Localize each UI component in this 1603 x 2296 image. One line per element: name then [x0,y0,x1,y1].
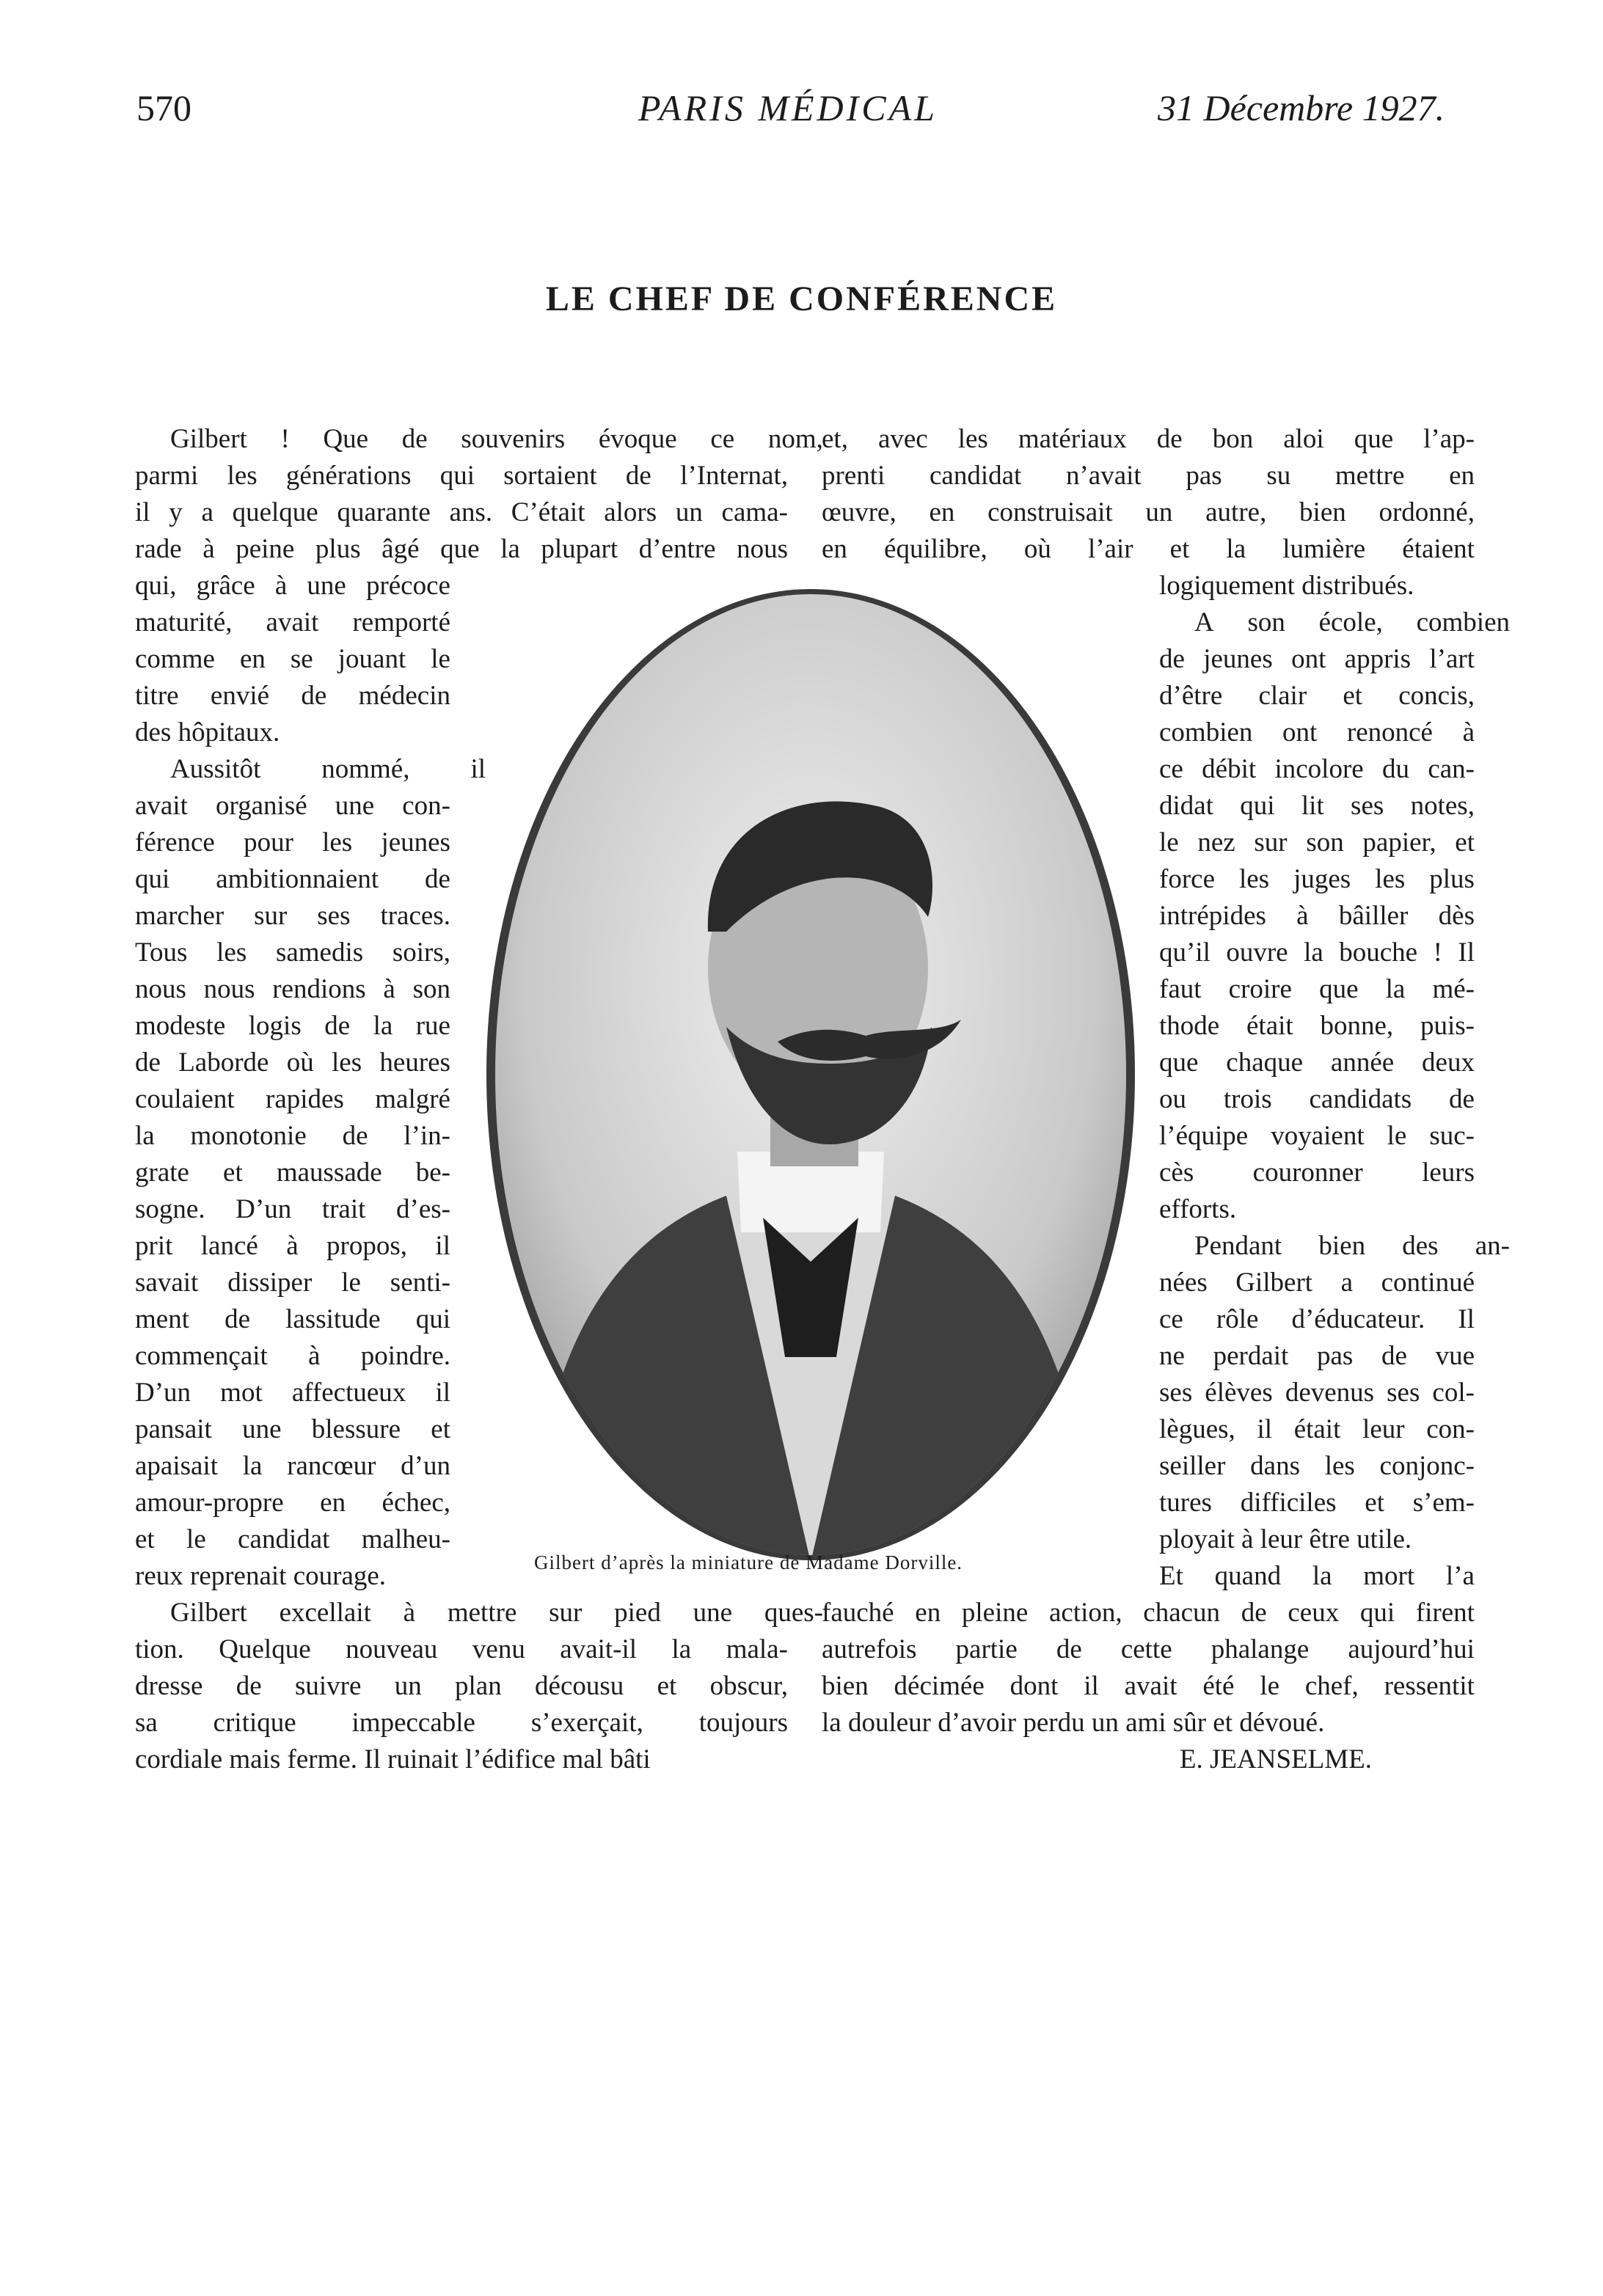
text-line: Tous les samedis soirs, [135,937,450,968]
text-line: faut croire que la mé- [1159,974,1475,1004]
text-line: seiller dans les conjonc- [1159,1451,1475,1481]
text-line: cordiale mais ferme. Il ruinait l’édifice mal bâti [135,1744,651,1774]
text-line: thode était bonne, puis- [1159,1011,1475,1041]
page-number: 570 [136,87,191,128]
text-line: titre envié de médecin [135,681,450,711]
text-line: savait dissiper le senti- [135,1268,450,1298]
text-line: et, avec les matériaux de bon aloi que l’ap- [822,424,1475,454]
article-title: LE CHEF DE CONFÉRENCE [545,279,1058,318]
text-line: amour-propre en échec, [135,1488,450,1518]
text-line: qu’il ouvre la bouche ! Il [1159,937,1475,968]
text-line: efforts. [1159,1194,1237,1224]
text-line: la douleur d’avoir perdu un ami sûr et dévoué. [822,1708,1325,1738]
text-line: cès couronner leurs [1159,1158,1475,1188]
figure-caption: Gilbert d’après la miniature de Madame Dorville. [534,1551,963,1573]
text-line: fauché en pleine action, chacun de ceux qui firent [822,1598,1475,1628]
text-line: œuvre, en construisait un autre, bien ordonné, [822,497,1475,527]
text-line: Aussitôt nommé, il [170,754,486,784]
text-line: qui, grâce à une précoce [135,571,450,601]
text-line: ce débit incolore du can- [1159,754,1475,784]
text-line: apaisait la rancœur d’un [135,1451,450,1481]
text-line: parmi les générations qui sortaient de l’Internat, [135,461,788,491]
text-line: ne perdait pas de vue [1159,1341,1475,1371]
text-line: lègues, il était leur con- [1159,1414,1475,1444]
text-line: et le candidat malheu- [135,1524,450,1554]
text-line: férence pour les jeunes [135,827,450,858]
portrait-image [484,587,1137,1562]
text-line: Gilbert excellait à mettre sur pied une ques- [170,1598,823,1628]
text-line: avait organisé une con- [135,791,450,821]
text-line: rade à peine plus âgé que la plupart d’entre nous [135,534,788,564]
text-line: tures difficiles et s’em- [1159,1488,1475,1518]
text-line: ployait à leur être utile. [1159,1524,1412,1554]
text-line: D’un mot affectueux il [135,1378,450,1408]
text-line: force les juges les plus [1159,864,1475,894]
text-line: combien ont renoncé à [1159,717,1475,747]
text-line: coulaient rapides malgré [135,1084,450,1114]
text-line: reux reprenait courage. [135,1561,387,1591]
text-line: dresse de suivre un plan décousu et obscur, [135,1671,788,1701]
text-line: bien décimée dont il avait été le chef, ressentit [822,1671,1475,1701]
text-line: il y a quelque quarante ans. C’était alors un cama- [135,497,788,527]
text-line: logiquement distribués. [1159,571,1414,601]
text-line: Et quand la mort l’a [1159,1561,1475,1591]
text-line: la monotonie de l’in- [135,1121,450,1151]
text-line: de jeunes ont appris l’art [1159,644,1475,674]
text-line: que chaque année deux [1159,1048,1475,1078]
issue-date: 31 Décembre 1927. [1158,87,1445,128]
text-line: le nez sur son papier, et [1159,827,1475,858]
text-line: sogne. D’un trait d’es- [135,1194,450,1224]
text-line: en équilibre, où l’air et la lumière étaient [822,534,1475,564]
text-line: tion. Quelque nouveau venu avait-il la mala- [135,1634,788,1664]
text-line: de Laborde où les heures [135,1048,450,1078]
text-line: marcher sur ses traces. [135,901,450,931]
text-line: pansait une blessure et [135,1414,450,1444]
text-line: ce rôle d’éducateur. Il [1159,1304,1475,1334]
text-line: sa critique impeccable s’exerçait, toujours [135,1708,788,1738]
text-line: prit lancé à propos, il [135,1231,450,1261]
text-line: comme en se jouant le [135,644,450,674]
text-line: d’être clair et concis, [1159,681,1475,711]
text-line: Pendant bien des an- [1194,1231,1510,1261]
text-line: ment de lassitude qui [135,1304,450,1334]
text-line: modeste logis de la rue [135,1011,450,1041]
text-line: des hôpitaux. [135,717,280,747]
text-line: prenti candidat n’avait pas su mettre en [822,461,1475,491]
journal-title: PARIS MÉDICAL [638,87,938,128]
text-line: Gilbert ! Que de souvenirs évoque ce nom, [170,424,823,454]
text-line: commençait à poindre. [135,1341,450,1371]
text-line: maturité, avait remporté [135,607,450,637]
text-line: l’équipe voyaient le suc- [1159,1121,1475,1151]
text-line: qui ambitionnaient de [135,864,450,894]
text-line: grate et maussade be- [135,1158,450,1188]
text-line: A son école, combien [1194,607,1510,637]
text-line: didat qui lit ses notes, [1159,791,1475,821]
text-line: ou trois candidats de [1159,1084,1475,1114]
text-line: nées Gilbert a continué [1159,1268,1475,1298]
text-line: autrefois partie de cette phalange aujourd’hui [822,1634,1475,1664]
text-line: nous nous rendions à son [135,974,450,1004]
text-line: ses élèves devenus ses col- [1159,1378,1475,1408]
text-line: intrépides à bâiller dès [1159,901,1475,931]
author-signature: E. JEANSELME. [1179,1744,1372,1774]
